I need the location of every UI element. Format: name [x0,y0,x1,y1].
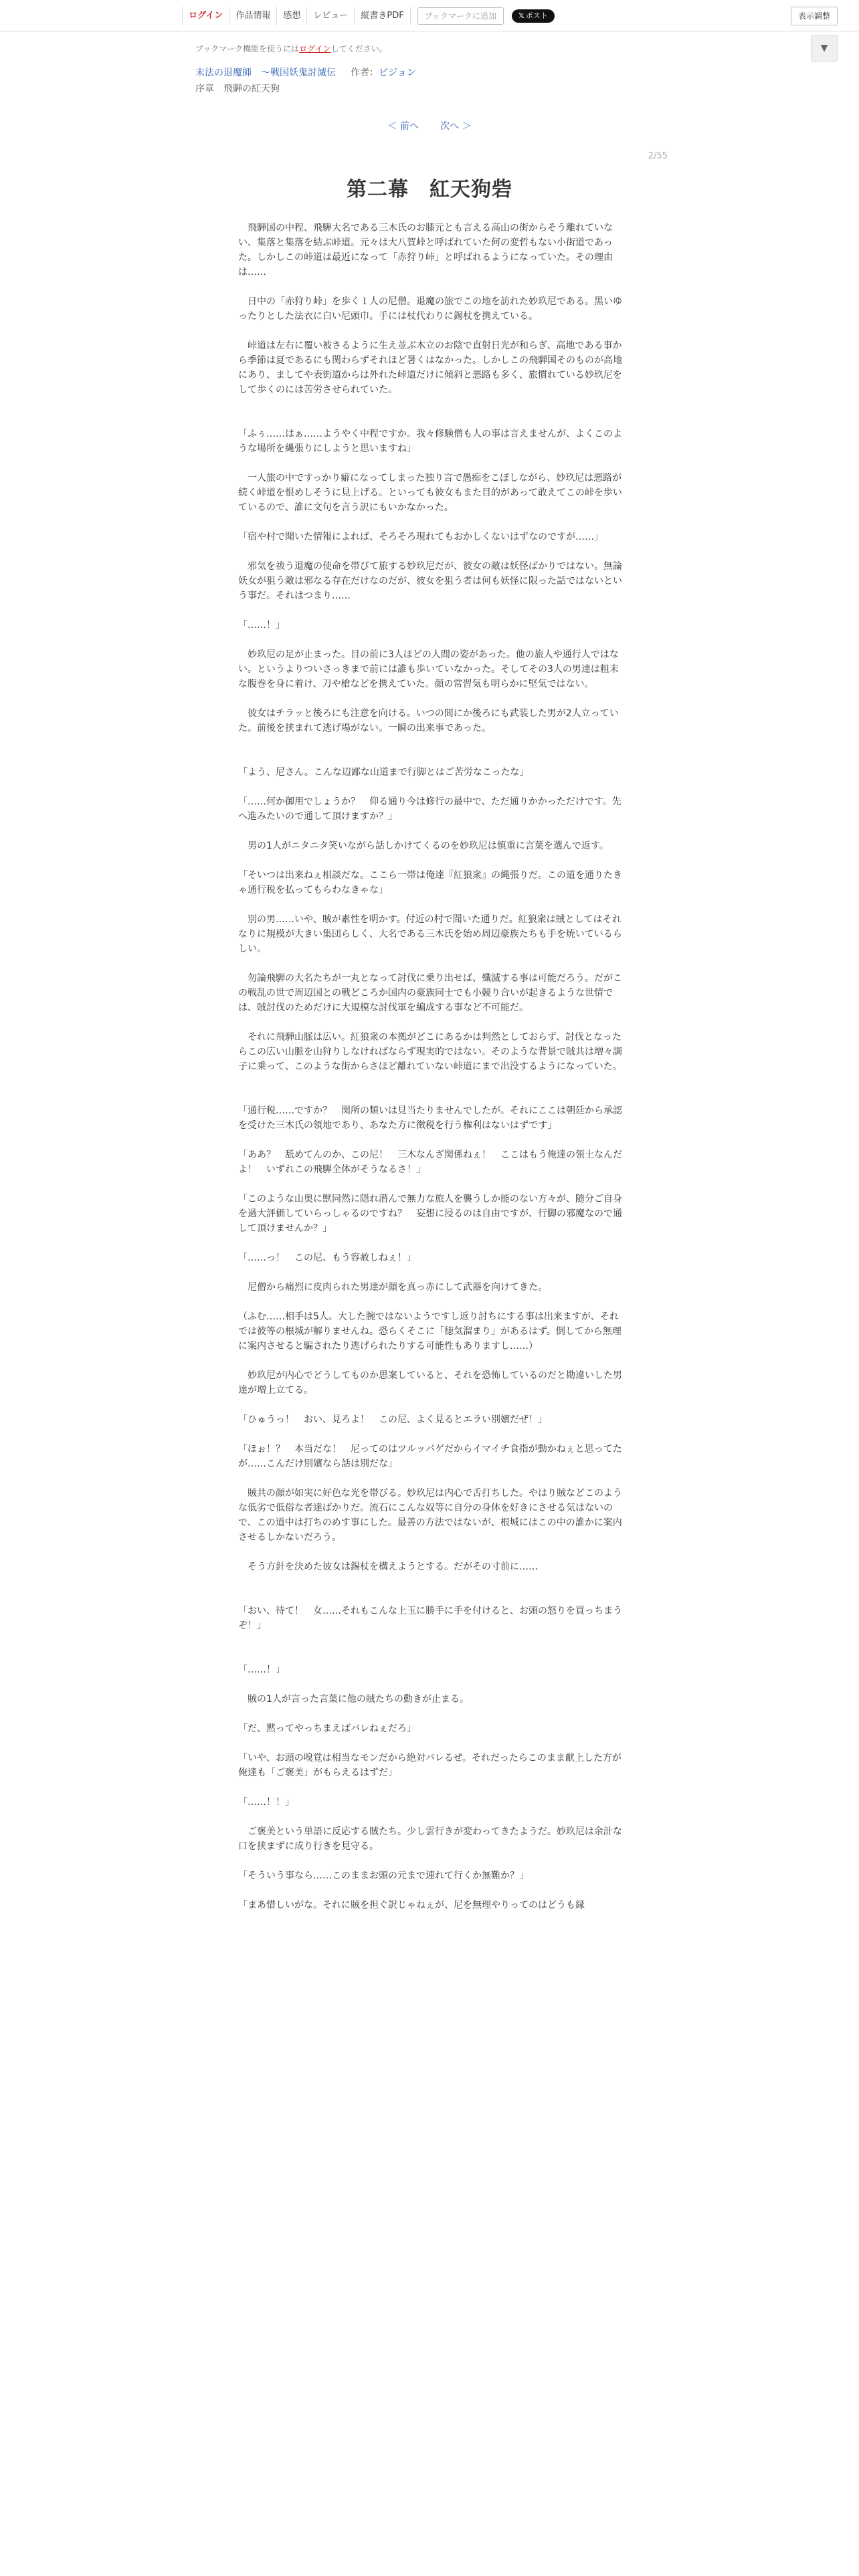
share-x-button[interactable] [512,9,555,23]
novel-paragraph: 「まあ惜しいがな。それに賊を担ぐ訳じゃねぇが、尼を無理やりってのはどうも縁 [238,1900,585,1911]
novel-paragraph: 妙玖尼が内心でどうしてものか思案していると、それを恐怖しているのだと勘違いした男達が増上立てる。 [238,1370,622,1396]
novel-paragraph [238,1427,625,1442]
novel-paragraph: 「通行税……ですか？ 関所の類いは見当たりませんでしたが。それにここは朝廷から承認を受けた三木氏の領地であり、あなた方に徴税を行う権利はないはずです」 [238,1105,622,1131]
nav-work-info[interactable]: 作品情報 [229,7,276,25]
novel-paragraph: 彼女はチラッと後ろにも注意を向ける。いつの間にか後ろにも武装した男が2人立っていた。前後を挟まれて逃げ場がない。一瞬の出来事であった。 [238,708,619,734]
novel-paragraph [238,1883,625,1898]
novel-paragraph [238,1589,625,1604]
novel-paragraph: 「……っ！ この尼、もう容赦しねぇ！」 [238,1253,416,1263]
display-settings-button[interactable]: 表示調整 [791,7,838,25]
notice-suffix: してください。 [330,44,387,53]
novel-paragraph [238,324,625,338]
novel-paragraph [238,456,625,471]
novel-paragraph: ご褒美という単語に反応する賊たち。少し雲行きが変わってきたようだ。妙玖尼は余計な口を挟まずに成り行きを見守る。 [238,1826,622,1852]
series-title-link[interactable]: 末法の退魔師 〜戦国妖鬼討滅伝 [195,68,336,78]
novel-paragraph: 「そいつは出来ねぇ相談だな。ここら一帯は俺達『紅狼衆』の縄張りだ。この道を通りたきゃ通行税を払ってもらわなきゃな」 [238,870,622,895]
novel-paragraph: 峠道は左右に覆い被さるように生え並ぶ木立のお陰で直射日光が和らぎ、高地である事から季節は夏であるにも関わらずそれほど暑くはなかった。しかしこの飛騨国そのものが高地にあり、ましてや表街道からは外れた峠道だけに傾斜と悪路も多く、旅慣れている妙玖尼をして歩くのには苦労させられていた。 [238,340,622,395]
novel-paragraph [238,1677,625,1692]
novel-paragraph [238,750,625,765]
novel-paragraph: 「……何か御用でしょうか？ 仰る通り今は修行の最中で、ただ通りかかっただけです。先へ進みたいので通して頂けますか？」 [238,796,622,822]
novel-paragraph: （ふむ……相手は5人。大した腕ではないようですし返り討ちにする事は出来ますが、それでは彼等の根城が解りませんね。恐らくそこに「徳気溜まり」があるはず。倒してから無理に案内させると騙されたり逃げられたりする可能性もありますし……） [238,1311,622,1352]
share-x-label: ポスト [525,11,548,20]
novel-paragraph [238,1354,625,1368]
novel-paragraph [238,824,625,839]
novel-paragraph [238,853,625,868]
novel-paragraph [238,397,625,412]
novel-paragraph: 勿論飛騨の大名たちが一丸となって討伐に乗り出せば、殲滅する事は可能だろう。だがこの戦乱の世で周辺国との戦どころか国内の豪族同士でも小競り合いが起きるような世情では、賊討伐のためだけに大規模な討伐軍を編成する事など不可能だ。 [238,973,622,1013]
nav-review[interactable]: レビュー [306,7,354,25]
novel-paragraph: 飛騨国の中程、飛騨大名である三木氏のお膝元とも言える高山の街からそう離れていない、集落と集落を結ぶ峠道。元々は大八賀峠と呼ばれていた何の変哲もない小街道であった。しかしこの峠道は最近になって「赤狩り峠」と呼ばれるようになっていた。その理由は…… [238,223,613,278]
novel-paragraph [238,1177,625,1192]
novel-paragraph: 「いや、お頭の嗅覚は相当なモンだから絶対バレるぜ。それだったらこのまま献上した方が俺達も「ご褒美」がもらえるはずだ」 [238,1753,622,1778]
novel-paragraph [238,1545,625,1560]
novel-paragraph [238,280,625,294]
top-nav [182,7,555,25]
novel-paragraph [238,1236,625,1251]
novel-paragraph: 「……！」 [238,1665,285,1675]
novel-paragraph: 「そういう事なら……このままお頭の元まで連れて行くか無難か？」 [238,1870,529,1881]
novel-paragraph [238,1074,625,1089]
author-label: 作者： [351,68,379,78]
novel-paragraph: 賊共の顔が如実に好色な光を帯びる。妙玖尼は内心で舌打ちした。やはり賊などこのような低劣で低俗な者達ばかりだ。流石にこんな奴等に自分の身体を好きにさせる気はないので、この道中は打ちのめす事にした。最善の方法ではないが、根城にはこの中の誰かに案内させるしかないだろう。 [238,1488,622,1543]
novel-paragraph [238,1633,625,1648]
novel-paragraph: 「ああ？ 舐めてんのか、この尼！ 三木なんざ関係ねぇ！ ここはもう俺達の領土なんだよ！ いずれこの飛騨全体がそうなるさ！」 [238,1150,622,1175]
novel-paragraph: 男の1人がニタニタ笑いながら話しかけてくるのを妙玖尼は慎重に言葉を選んで返す。 [238,841,609,851]
novel-paragraph: 邪気を祓う退魔の使命を帯びて旅する妙玖尼だが、彼女の敵は妖怪ばかりではない。無論妖女が狙う敵は邪なる存在だけなのだが、彼女を狙う者は何も妖怪に限った話ではないという事だ。それはつまり…… [238,561,622,601]
novel-paragraph: 「よう、尼さん。こんな辺鄙な山道まで行脚とはご苦労なこったな」 [238,767,529,778]
notice-login-link[interactable]: ログイン [299,44,331,53]
novel-paragraph [238,780,625,794]
novel-body [238,221,625,1913]
novel-paragraph: 「ふぅ……はぁ……ようやく中程ですか。我々修験僧も人の事は言えませんが、よくこのような場所を縄張りにしようと思いますね」 [238,429,622,454]
novel-paragraph [238,1133,625,1148]
novel-paragraph [238,897,625,912]
episode-title: 第二幕 紅天狗砦 [347,178,512,201]
novel-paragraph [238,1089,625,1103]
novel-paragraph [238,736,625,750]
novel-paragraph: 「宿や村で聞いた情報によれば、そろそろ現れてもおかしくないはずなのですが……」 [238,532,603,542]
novel-paragraph [238,603,625,618]
novel-paragraph: 「おい、待て！ 女……それもこんな上玉に勝手に手を付けると、お頭の怒りを買っちまうぞ！」 [238,1606,622,1631]
novel-paragraph [238,691,625,706]
novel-paragraph [238,1780,625,1795]
novel-paragraph [238,1295,625,1309]
novel-paragraph [238,1854,625,1868]
novel-paragraph [238,1707,625,1721]
novel-paragraph [238,1265,625,1280]
x-logo-icon: 𝕏 [518,11,524,20]
novel-paragraph: 尼僧から痛烈に皮肉られた男達が顔を真っ赤にして武器を向けてきた。 [238,1282,547,1293]
chapter-part: 序章 [195,84,214,94]
novel-paragraph [238,1398,625,1412]
novel-paragraph: 「……！！」 [238,1797,294,1808]
novel-paragraph: 日中の「赤狩り峠」を歩く１人の尼僧。退魔の旅でこの地を訪れた妙玖尼である。黒いゆったりとした法衣に白い尼頭巾。手には杖代わりに錫杖を携えている。 [238,296,622,322]
novel-paragraph [238,1471,625,1486]
novel-paragraph: 「このような山奥に獣同然に隠れ潜んで無力な旅人を襲うしか能のない方々が、随分ご自身を過大評価していらっしゃるのですね？ 妄想に浸るのは自由ですが、行脚の邪魔なので通して頂けませんか？」 [238,1194,622,1234]
novel-paragraph [238,1648,625,1662]
novel-paragraph [238,515,625,530]
novel-paragraph: それに飛騨山脈は広い。紅狼衆の本拠がどこにあるかは判然としておらず、討伐となったらこの広い山脈を山狩りしなければならず現実的ではない。そのような背景で賊共は増々調子に乗って、このような街からさほど離れていない峠道にまで出没するようになっていた。 [238,1032,622,1072]
author-link[interactable]: ビジョン [379,68,416,78]
bookmark-login-notice [195,43,387,54]
chevron-down-icon: ▼ [820,43,828,53]
novel-paragraph [238,633,625,647]
novel-paragraph [238,1015,625,1030]
novel-paragraph [238,1574,625,1589]
novel-paragraph: 「ほぉ！？ 本当だな！ 尼ってのはツルッパゲだからイマイチ食指が動かねぇと思ってたが……こんだけ別嬪なら話は別だな」 [238,1444,622,1469]
novel-paragraph: 「ひゅうっ！ おい、見ろよ！ この尼、よく見るとエラい別嬪だぜ！」 [238,1414,547,1425]
novel-paragraph [238,412,625,427]
chapter-name: 飛騨の紅天狗 [223,84,280,94]
novel-paragraph: 別の男……いや、賊が素性を明かす。付近の村で聞いた通りだ。紅狼衆は賊としてはそれなりに規模が大きい集団らしく、大名である三木氏を始め周辺豪族たちも手を焼いているらしい。 [238,914,622,954]
pager [0,119,859,132]
novel-paragraph: そう方針を決めた彼女は錫杖を構えようとする。だがその寸前に…… [238,1562,538,1572]
page-count: 2/55 [648,151,668,161]
novel-paragraph [238,956,625,971]
chapter-info [195,82,280,95]
novel-paragraph [238,544,625,559]
scroll-down-button[interactable] [811,35,838,62]
top-header [0,0,859,31]
novel-paragraph: 賊の1人が言った言葉に他の賊たちの動きが止まる。 [238,1694,469,1705]
novel-paragraph: 一人旅の中ですっかり癖になってしまった独り言で愚痴をこぼしながら、妙玖尼は悪路が続く峠道を恨めしそうに見上げる。といっても彼女もまた目的があって敢えてこの峠を歩いているので、誰に文句を言う訳にもいかなかった。 [238,473,622,513]
nav-login[interactable]: ログイン [182,7,229,25]
novel-paragraph: 「だ、黙ってやっちまえばバレねぇだろ」 [238,1723,416,1734]
work-meta [195,66,416,79]
add-bookmark-button[interactable]: ブックマークに追加 [417,7,504,25]
novel-paragraph [238,1810,625,1824]
novel-paragraph: 「……！」 [238,620,285,631]
novel-paragraph [238,1736,625,1751]
notice-prefix: ブックマーク機能を使うには [195,44,300,53]
nav-vertical-pdf[interactable]: 縦書きPDF [354,7,410,25]
next-page-link[interactable]: 次へ ＞ [440,121,472,132]
nav-impressions[interactable]: 感想 [276,7,306,25]
novel-paragraph: 妙玖尼の足が止まった。目の前に3人ほどの人間の姿があった。他の旅人や通行人ではない。というよりついさっきまで前には誰も歩いていなかった。そしてその3人の男達は粗末な腹巻を身に着け、刀や槍などを携えていた。顔の常習気も明らかに堅気ではない。 [238,649,619,689]
prev-page-link[interactable]: ＜ 前へ [387,121,419,132]
